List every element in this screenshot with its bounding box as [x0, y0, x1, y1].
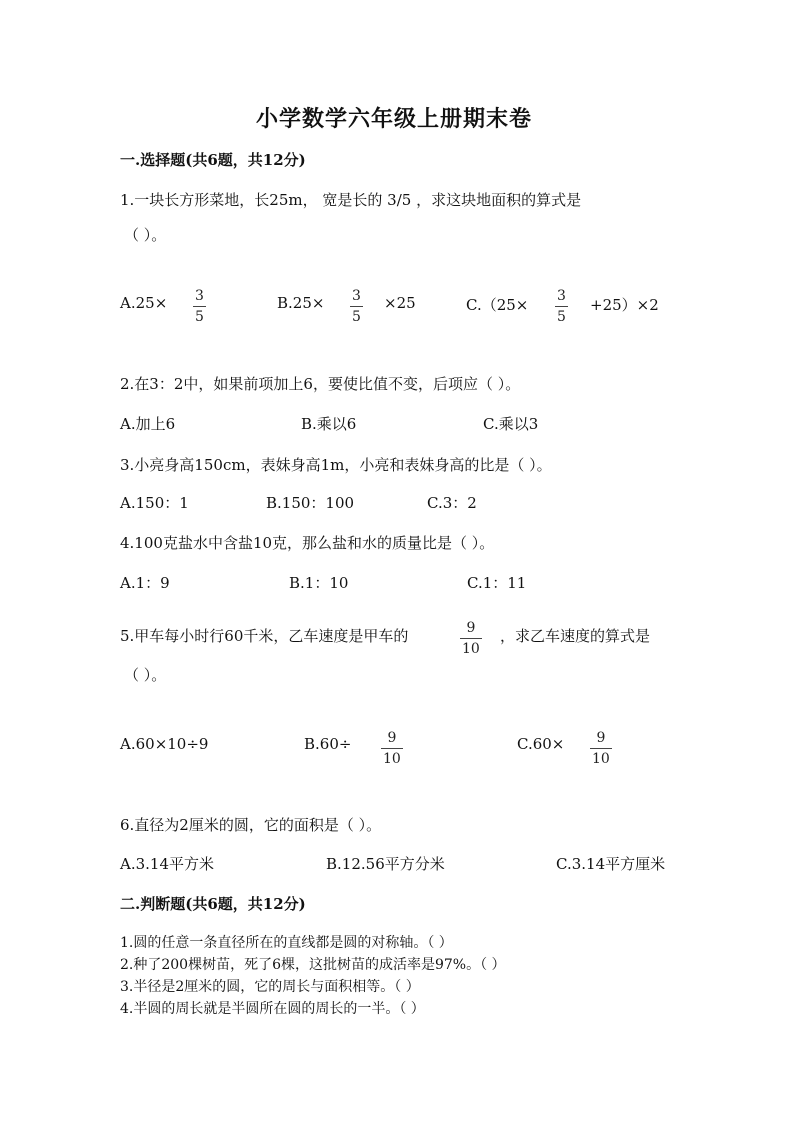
judgment-item-1: 1.圆的任意一条直径所在的直线都是圆的对称轴。（ ）: [120, 935, 453, 951]
q4-option-c: C.1：11: [467, 574, 527, 592]
q5-fraction: [460, 621, 482, 656]
q1-option-c-fraction: [555, 289, 568, 324]
fraction-numerator: 9: [596, 730, 606, 746]
q3-option-c: C.3：2: [427, 494, 477, 512]
fraction-denominator: 5: [352, 309, 361, 325]
q1-option-c-prefix: C.（25×: [466, 296, 529, 314]
question-3-text: 3.小亮身高150cm，表妹身高1m，小亮和表妹身高的比是（ ）。: [120, 456, 552, 474]
fraction-bar: [350, 306, 363, 307]
judgment-item-2: 2.种了200棵树苗，死了6棵，这批树苗的成活率是97%。（ ）: [120, 957, 506, 973]
q1-option-b-suffix: ×25: [384, 294, 416, 312]
fraction-numerator: 3: [557, 288, 566, 304]
fraction-numerator: 3: [195, 288, 204, 304]
q2-option-b: B.乘以6: [301, 415, 357, 433]
q5-option-c-prefix: C.60×: [517, 735, 565, 753]
q5-option-b-prefix: B.60÷: [304, 735, 352, 753]
section-heading-judgment: 二.判断题(共6题，共12分): [120, 895, 306, 913]
fraction-bar: [555, 306, 568, 307]
q2-option-a: A.加上6: [120, 415, 176, 433]
q5-option-a: A.60×10÷9: [120, 735, 209, 753]
question-5-text-suffix: ，求乙车速度的算式是: [500, 627, 651, 645]
question-5-blank: （ ）。: [124, 666, 167, 684]
judgment-item-4: 4.半圆的周长就是半圆所在圆的周长的一半。（ ）: [120, 1001, 425, 1017]
q3-option-a: A.150：1: [120, 494, 189, 512]
q5-option-c-fraction: [590, 731, 612, 766]
fraction-bar: [460, 638, 482, 639]
q4-option-b: B.1：10: [289, 574, 349, 592]
q4-option-a: A.1：9: [120, 574, 170, 592]
q6-option-c: C.3.14平方厘米: [556, 855, 666, 873]
fraction-numerator: 3: [352, 288, 361, 304]
fraction-denominator: 10: [383, 751, 401, 767]
fraction-bar: [590, 748, 612, 749]
q3-option-b: B.150：100: [266, 494, 355, 512]
fraction-bar: [193, 306, 206, 307]
question-2-text: 2.在3：2中，如果前项加上6，要使比值不变，后项应（ ）。: [120, 375, 521, 393]
q1-option-b-prefix: B.25×: [277, 294, 325, 312]
question-5-text-prefix: 5.甲车每小时行60千米，乙车速度是甲车的: [120, 627, 409, 645]
q1-option-b-fraction: [350, 289, 363, 324]
q2-option-c: C.乘以3: [483, 415, 539, 433]
q1-option-a-fraction: [193, 289, 206, 324]
fraction-numerator: 9: [466, 620, 476, 636]
fraction-denominator: 5: [195, 309, 204, 325]
fraction-denominator: 10: [462, 641, 480, 657]
page-title: 小学数学六年级上册期末卷: [256, 106, 533, 132]
fraction-numerator: 9: [387, 730, 397, 746]
section-heading-choice: 一.选择题(共6题，共12分): [120, 151, 306, 169]
question-1-text: 1.一块长方形菜地，长25m， 宽是长的 3/5 ，求这块地面积的算式是: [120, 191, 582, 209]
judgment-item-3: 3.半径是2厘米的圆，它的周长与面积相等。（ ）: [120, 979, 420, 995]
q5-option-b-fraction: [381, 731, 403, 766]
fraction-bar: [381, 748, 403, 749]
q6-option-b: B.12.56平方分米: [326, 855, 445, 873]
question-6-text: 6.直径为2厘米的圆，它的面积是（ ）。: [120, 816, 382, 834]
question-4-text: 4.100克盐水中含盐10克，那么盐和水的质量比是（ ）。: [120, 534, 495, 552]
q6-option-a: A.3.14平方米: [120, 855, 214, 873]
fraction-denominator: 10: [592, 751, 610, 767]
question-1-blank: （ ）。: [124, 226, 167, 244]
q1-option-a-prefix: A.25×: [120, 294, 168, 312]
q1-option-c-suffix: +25）×2: [590, 296, 659, 314]
fraction-denominator: 5: [557, 309, 566, 325]
